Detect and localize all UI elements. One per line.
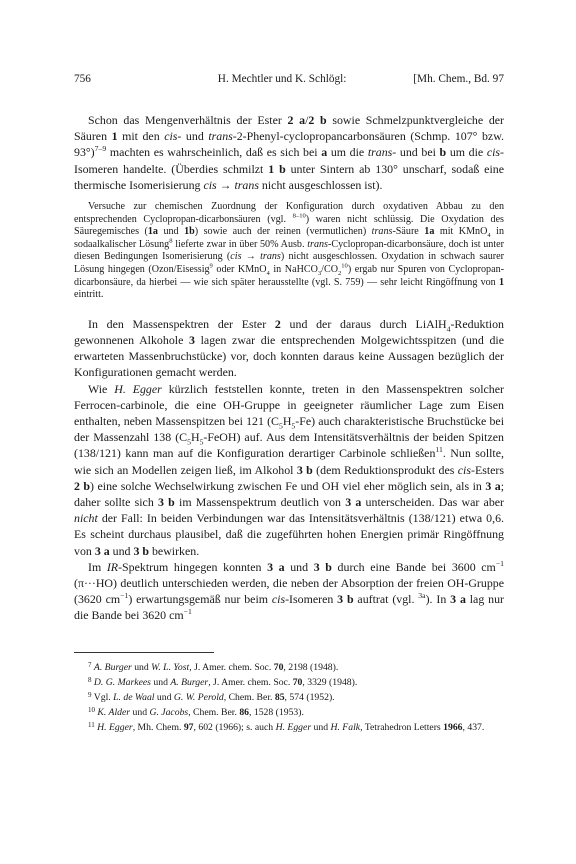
subscript: 4 [446,324,451,334]
compound-ref: 3 a [94,543,110,558]
text: /CO [321,263,338,275]
text: ) erwartungsgemäß nur beim [128,592,272,607]
text: Vgl. [93,692,114,704]
author-name: A. Burger [93,661,132,673]
text: -Isomeren [285,592,338,607]
footnote-number: 8 [88,675,92,684]
text: H [282,413,292,428]
text: bewirken. [149,543,200,558]
text: und [154,692,174,704]
italic-text: trans [371,226,393,238]
compound-ref: 3 b [296,462,313,477]
text: in NaHCO [269,263,318,275]
author-name: H. Egger [275,722,312,734]
paragraph-oxidation-note [74,201,504,302]
text: -Spektrum hingegen konnten [118,559,268,574]
subscript: 5 [291,421,296,431]
text: . Nun sollte, wie sich an Modellen zeigen ließ, im Alkohol [74,446,504,477]
italic-text: IR [106,559,119,574]
subscript: 5 [199,437,204,447]
text: unterscheiden. Das war aber [361,495,505,509]
footnote-8 [74,674,504,689]
compound-ref: 3 b [313,559,332,574]
paragraph-ester-ratio [74,112,504,193]
text: , J. Amer. chem. Soc. [208,676,293,688]
text: und [157,226,185,238]
text: -Cyclopropan-dicarbonsäure, doch ist unter diesen Bedingungen Isomerisierung ( [74,238,505,263]
text: nicht ausgeschlossen ist). [258,177,383,192]
text: in sodaalkalischer Lösung [74,226,505,250]
text: , J. Amer. chem. Soc. [189,661,274,673]
text: lieferte zwar in über 50% Ausb. [172,238,308,250]
text: , Chem. Ber. [223,692,275,704]
italic-text: cis [486,145,501,160]
text: machten es wahrscheinlich, daß es sich bei [106,145,322,160]
author-name: W. L. Yost [151,661,190,673]
subscript: 2 [338,270,342,277]
paragraph-egger [74,381,504,559]
italic-text: cis → trans [230,251,281,263]
citation-superscript: 11 [435,445,443,455]
text: ). In [425,592,451,607]
compound-ref: 3 b [158,495,175,509]
compound-ref: b [439,145,447,160]
text: und [131,661,152,673]
compound-ref: 3 a [485,478,501,493]
volume-number: 85 [274,692,285,704]
text: ; daher sollte sich [74,478,504,509]
citation-superscript: 3a [418,591,426,601]
author-name: H. Falk [330,722,361,734]
text: -Isomeren handelte. (Überdies schmilzt [74,145,505,176]
text: ) eine solche Wechselwirkung zwischen Fe und OH viel eher möglich sein, als in [90,478,486,493]
author-name: G. W. Perold [173,692,224,704]
compound-ref: 1 [111,129,118,144]
footnote-number: 10 [88,706,95,715]
footnote-number: 9 [88,691,92,700]
text: und [284,559,314,574]
text: mit den [117,129,165,144]
italic-text: cis → trans [203,177,259,192]
author-name: D. G. Markees [93,676,151,688]
text: , 437. [462,722,485,734]
italic-text: cis- [457,462,475,477]
header-journal: [Mh. Chem., Bd. 97 [413,73,504,85]
compound-ref: 3 b [133,543,149,558]
text: um die [327,145,368,160]
volume-number: 1966 [443,722,463,734]
footnote-10 [74,704,504,719]
text: sowie Schmelzpunktvergleiche der Säuren [74,113,504,144]
citation-superscript: 8–10 [292,212,306,220]
text: , Chem. Ber. [188,707,240,719]
subscript: 5 [278,421,283,431]
text: , Tetrahedron Letters [360,722,444,734]
citation-superscript: 10 [341,262,348,270]
text: H [190,430,200,445]
compound-ref: 2 b [308,113,327,127]
subscript: 5 [187,437,191,447]
text: , 1528 (1953). [249,707,304,719]
subscript: 4 [266,270,270,277]
footnote-number: 11 [88,721,95,730]
page-number: 756 [74,73,91,85]
text: und der daraus durch LiAlH [280,316,447,331]
text: -2-Phenyl-cyclopropancarbonsäuren (Schmp. 107° bzw. 93°) [74,129,504,160]
superscript: −1 [183,607,192,617]
citation-superscript: 7–9 [94,144,107,154]
text: mit KMnO [434,226,488,238]
text: -Fe) auch charakteristische Bruchstücke bei der Massenzahl 138 (C [74,413,504,445]
author-name: H. Egger [97,722,133,734]
author-name: K. Alder [97,707,131,719]
page [74,72,504,735]
text: , 2198 (1948). [283,661,339,673]
author-name: H. Egger [114,381,162,396]
footnote-7 [74,659,504,674]
text: -Reduktion gewonnenen Alkohole [74,316,504,347]
italic-text: trans [307,238,328,250]
compound-ref: 2 a [287,113,306,127]
compound-ref: 3 a [450,592,466,607]
text: lagen zwar die entsprechenden Molgewichtsspitzen (und die erwarteten Massenbruchstücke) vor, doch konnten daraus keine Aussagen bezüglich der Konfigurationen gemacht werden. [74,332,504,380]
text: eintritt. [74,289,104,301]
text: und [181,129,209,144]
text: / [305,113,309,127]
compound-ref: 3 a [267,559,285,574]
italic-text: trans- [367,145,397,160]
volume-number: 70 [292,676,303,688]
italic-text: cis [271,592,286,607]
text: ) sowie auch der reinen (vermutlichen) [194,226,372,238]
citation-superscript: 9 [209,262,213,270]
compound-ref: 3 b [337,592,354,607]
author-name: A. Burger [170,676,209,688]
text: im Massenspektrum deutlich von [174,495,346,509]
compound-ref: 1b [184,226,195,238]
header-authors: H. Mechtler und K. Schlögl: [217,73,347,85]
text: lag nur die Bande bei 3620 cm [74,592,504,623]
italic-text: nicht [74,511,98,526]
footnote-number: 7 [88,660,92,669]
italic-text: cis- [164,129,182,144]
compound-ref: 1 b [268,161,286,176]
text: -Säure [392,226,425,238]
subscript: 3 [317,270,322,277]
compound-ref: 3 a [345,495,362,509]
text: ) waren nicht schlüssig. Die Oxydation des Säuregemisches ( [74,213,504,238]
superscript: −1 [495,558,505,568]
running-header [74,72,504,86]
compound-ref: a [321,145,328,160]
footnotes [74,659,504,735]
text: (π···HO) deutlich unterschieden werden, die neben der Absorption der freien OH-Gruppe (3620 cm [74,576,504,607]
text: der Fall: In beiden Verbindungen war das Intensitätsverhältnis (138/121) etwa 0,6. Es scheint durchaus plausibel, daß die zugeführten hohen Energien primär Ringöffnung von [74,511,504,558]
text: und [109,543,134,558]
text: , 574 (1952). [284,692,335,704]
text: auftrat (vgl. [353,592,419,607]
compound-ref: 2 b [74,478,91,493]
volume-number: 97 [183,722,194,734]
footnote-9 [74,689,504,704]
author-name: L. de Waal [113,692,155,704]
compound-ref: 1 [498,276,504,288]
text: In den Massenspektren der Ester [88,316,275,331]
text: -FeOH) auf. Aus dem Intensitätsverhältnis der beiden Spitzen (138/121) kann man auf die Konfiguration derartiger Carbinole schließen [74,430,504,461]
footnote-11 [74,719,504,734]
text: Im [88,559,107,574]
text: Wie [88,381,115,396]
text: , 602 (1966); s. auch [193,722,276,734]
text: , Mh. Chem. [132,722,184,734]
text: und [150,676,171,688]
text: , 3329 (1948). [302,676,358,688]
text: ) ergab nur Spuren von Cyclopropan-dicarbonsäure, da hierbei — wie sich später herausstellte (vgl. S. 759) — sehr leicht Ringöffnung von [74,263,504,288]
text: kürzlich feststellen konnte, treten in den Massenspektren solcher Ferrocen-carbinole, die eine OH-Gruppe in geeigneter räumlicher Lage zum Eisen enthalten, neben Massenspitzen bei 121 (C [74,381,504,428]
text: und [130,707,150,719]
subscript: 4 [487,232,491,240]
citation-superscript: 8 [169,237,173,245]
text: oder KMnO [212,263,267,275]
text: unter Sintern ab 130° unscharf, sodaß eine thermische Isomerisierung [74,161,504,192]
compound-ref: 2 [274,316,281,331]
author-name: G. Jacobs [149,707,189,719]
text: ) nicht ausgeschlossen. Oxydation in schwach saurer Lösung hingegen (Ozon/Eisessig [74,251,504,275]
paragraph-mass-spectra [74,316,504,381]
text: (dem Reduktionsprodukt des [312,462,458,477]
text: Esters [474,462,504,477]
text: um die [446,145,487,160]
volume-number: 86 [239,707,250,719]
compound-ref: 1a [424,226,435,238]
text: Versuche zur chemischen Zuordnung der Konfiguration durch oxydativen Abbau zu den entsprechenden Cyclopropan-dicarbonsäuren (vgl. [74,201,504,225]
text: und [311,722,331,734]
compound-ref: 1a [147,226,158,238]
compound-ref: 3 [189,332,195,347]
text: Schon das Mengenverhältnis der Ester [88,113,288,127]
superscript: −1 [120,591,129,601]
text: durch eine Bande bei 3600 cm [331,559,496,574]
text: und bei [396,145,440,160]
italic-text: trans [208,129,233,144]
volume-number: 70 [273,661,284,673]
paragraph-ir-spectrum [74,559,504,624]
